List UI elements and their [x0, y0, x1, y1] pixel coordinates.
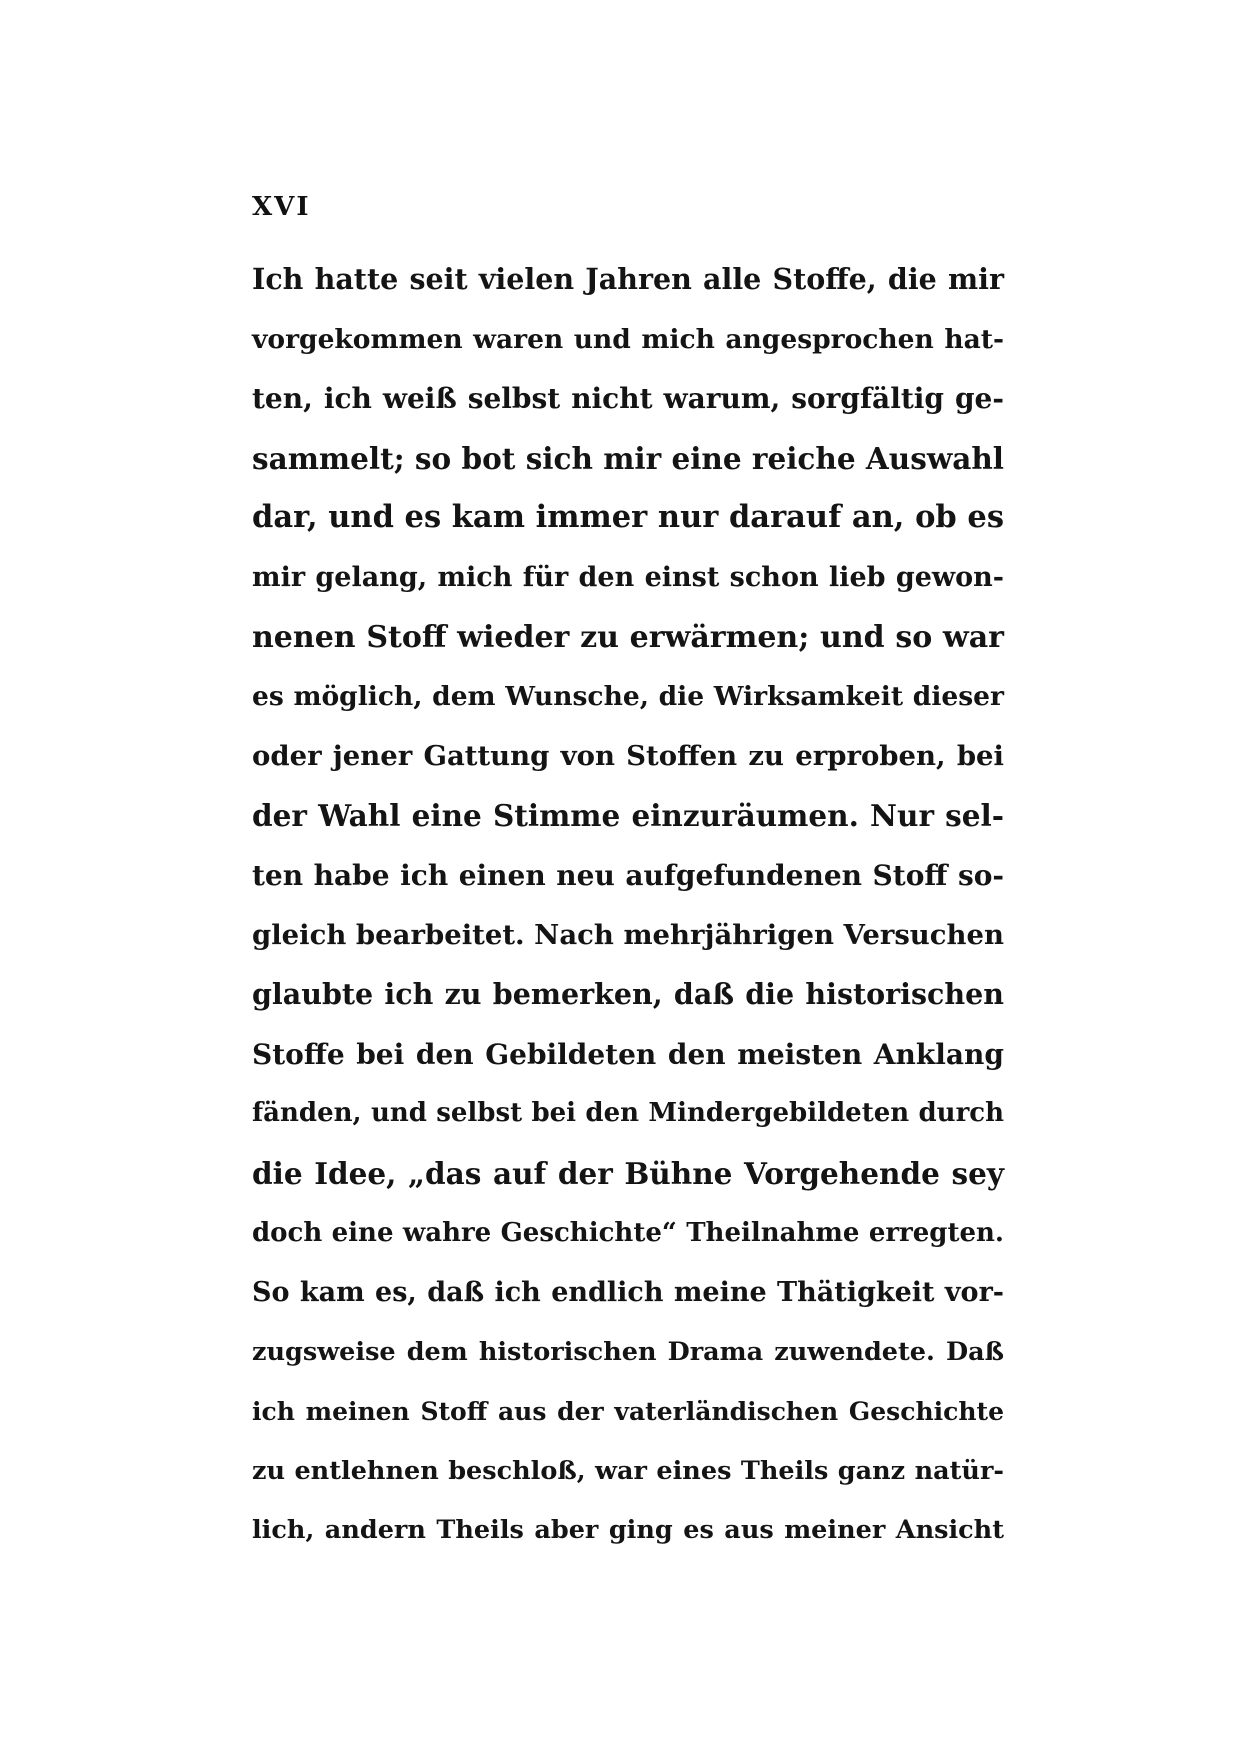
text-line: die Idee, „das auf der Bühne Vorgehende sey	[252, 1155, 1004, 1191]
text-line: Ich hatte seit vielen Jahren alle Stoffe, die mir	[252, 262, 1004, 296]
text-line: dar, und es kam immer nur darauf an, ob es	[252, 499, 1004, 536]
text-line: So kam es, daß ich endlich meine Thätigkeit vor-	[252, 1277, 1004, 1309]
text-line: doch eine wahre Geschichte“ Theilnahme erregten.	[252, 1217, 1004, 1248]
text-line: lich, andern Theils aber ging es aus meiner Ansicht	[252, 1515, 1004, 1546]
text-line: zu entlehnen beschloß, war eines Theils ganz natür-	[252, 1455, 1004, 1486]
text-line: gleich bearbeitet. Nach mehrjährigen Versuchen	[252, 918, 1005, 951]
body-text	[252, 250, 1004, 1561]
text-line: vorgekommen waren und mich angesprochen hat-	[252, 323, 1004, 355]
text-line: glaubte ich zu bemerken, daß die historischen	[252, 977, 1004, 1012]
text-line: ten habe ich einen neu aufgefundenen Stoff so-	[252, 858, 1004, 892]
page-number: XVI	[252, 192, 311, 222]
text-line: zugsweise dem historischen Drama zuwendete. Daß	[252, 1336, 1004, 1367]
text-line: mir gelang, mich für den einst schon lieb gewon-	[252, 561, 1004, 593]
text-line: nenen Stoff wieder zu erwärmen; und so war	[252, 619, 1004, 655]
text-line: ten, ich weiß selbst nicht warum, sorgfältig ge-	[252, 382, 1004, 416]
text-line: sammelt; so bot sich mir eine reiche Auswahl	[252, 440, 1004, 476]
text-line: der Wahl eine Stimme einzuräumen. Nur sel-	[252, 798, 1004, 834]
text-line: oder jener Gattung von Stoffen zu erproben, bei	[252, 739, 1004, 772]
text-line: es möglich, dem Wunsche, die Wirksamkeit dieser	[252, 681, 1004, 713]
text-line: Stoffe bei den Gebildeten den meisten Anklang	[252, 1037, 1004, 1071]
text-line: ich meinen Stoff aus der vaterländischen Geschichte	[252, 1397, 1004, 1427]
text-line: fänden, und selbst bei den Mindergebildeten durch	[252, 1098, 1004, 1129]
